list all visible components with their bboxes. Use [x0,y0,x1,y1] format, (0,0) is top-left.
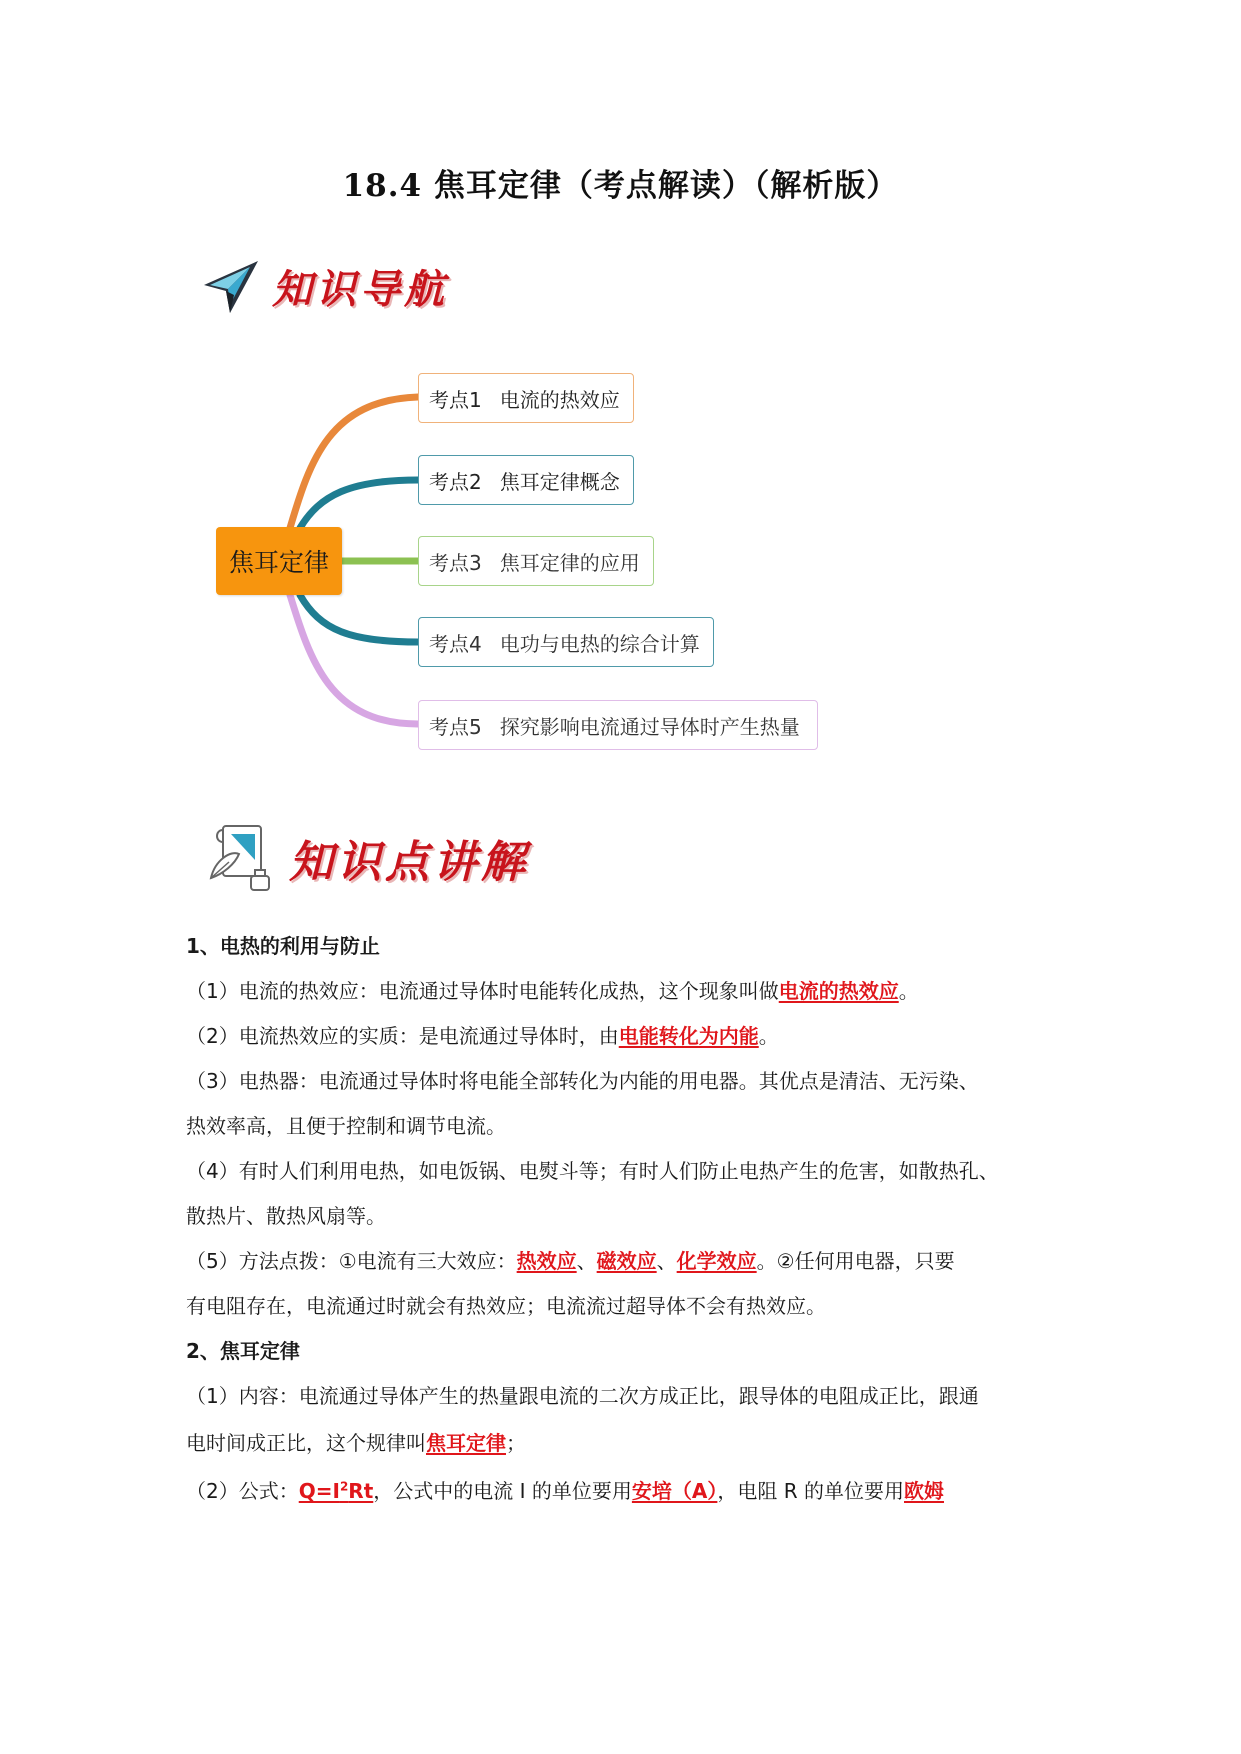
section-2-heading: 2、焦耳定律 [186,1339,300,1363]
paragraph [186,1475,944,1504]
formula [299,1479,374,1503]
paragraph: （4）有时人们利用电热，如电饭锅、电熨斗等；有时人们防止电热产生的危害，如散热孔、 [186,1159,999,1183]
highlight-term: 热效应 [516,1249,577,1273]
text: （2）电流热效应的实质：是电流通过导体时，由 [186,1024,619,1048]
highlight-term: 电能转化为内能 [618,1024,759,1048]
text: 。 [758,1024,779,1048]
highlight-term: 化学效应 [676,1249,757,1273]
mindmap-topic-5 [418,700,818,750]
formula-part: Q=I [298,1479,340,1503]
text: ，公式中的电流 I 的单位要用 [373,1479,632,1503]
branch-5 [290,595,418,724]
section-1-heading: 1、电热的利用与防止 [186,934,380,958]
mindmap-topic-1 [418,373,634,423]
text: 。 [898,979,919,1003]
mindmap-topic-3 [418,536,654,586]
topic-text: 焦耳定律的应用 [499,550,640,575]
document-title: 18.4 焦耳定律（考点解读）（解析版） [342,168,899,204]
paragraph: 热效率高，且便于控制和调节电流。 [186,1114,506,1138]
paragraph: 有电阻存在，电流通过时就会有热效应；电流流过超导体不会有热效应。 [186,1294,826,1318]
topic-number: 考点3 [429,550,482,575]
branch-4 [300,595,418,642]
mindmap-center-node: 焦耳定律 [216,527,342,595]
highlight-term: 焦耳定律 [426,1431,506,1455]
text: 。②任何用电器，只要 [756,1249,955,1273]
text: 、 [656,1249,677,1273]
topic-text: 电流的热效应 [499,387,620,412]
highlight-term: 安培（A） [631,1479,718,1503]
text: ； [506,1431,526,1455]
paragraph [186,1020,779,1049]
formula-exponent: 2 [339,1479,349,1494]
knowledge-nav-heading-text: 知识导航 [272,265,448,313]
paragraph: （1）内容：电流通过导体产生的热量跟电流的二次方成正比，跟导体的电阻成正比，跟通 [186,1384,979,1408]
branch-2 [300,480,418,528]
text: （5）方法点拨：①电流有三大效应： [186,1249,517,1273]
topic-text: 焦耳定律概念 [499,469,620,494]
paragraph: 散热片、散热风扇等。 [186,1204,386,1228]
knowledge-nav-heading [200,255,448,317]
mindmap-topic-2 [418,455,634,505]
mindmap-topic-4 [418,617,714,667]
scroll-quill-icon [205,820,275,896]
topic-text: 探究影响电流通过导体时产生热量 [499,714,800,739]
paper-plane-icon [200,255,262,317]
topic-text: 电功与电热的综合计算 [499,631,700,656]
text: （2）公式： [186,1479,299,1503]
paragraph [186,975,919,1004]
text: （1）电流的热效应：电流通过导体时电能转化成热，这个现象叫做 [186,979,779,1003]
topic-number: 考点2 [429,469,482,494]
formula-part: Rt [348,1479,374,1503]
branch-1 [290,397,418,528]
knowledge-explain-heading-text: 知识点讲解 [289,837,529,888]
text: 电时间成正比，这个规律叫 [186,1431,426,1455]
knowledge-explain-heading [205,820,529,896]
text: 、 [576,1249,597,1273]
highlight-term: 欧姆 [904,1479,944,1503]
topic-number: 考点5 [429,714,482,739]
highlight-term: 磁效应 [596,1249,657,1273]
highlight-term: 电流的热效应 [778,979,899,1003]
paragraph [186,1245,955,1274]
paragraph [186,1427,526,1456]
paragraph: （3）电热器：电流通过导体时将电能全部转化为内能的用电器。其优点是清洁、无污染、 [186,1069,979,1093]
text: ，电阻 R 的单位要用 [717,1479,904,1503]
topic-number: 考点1 [429,387,482,412]
topic-number: 考点4 [429,631,482,656]
